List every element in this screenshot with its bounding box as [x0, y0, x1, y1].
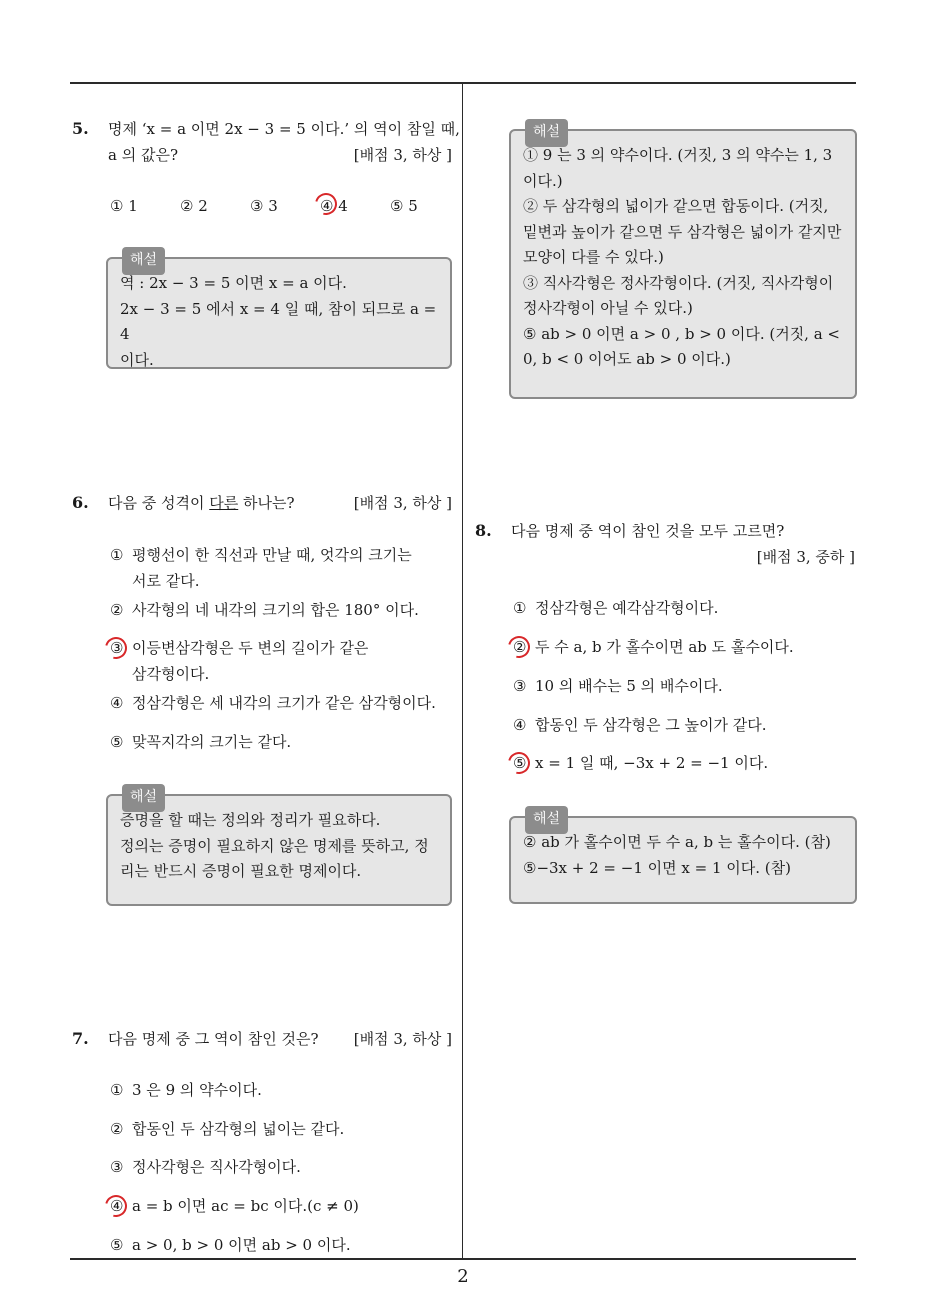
- page-number: 2: [457, 1266, 469, 1287]
- solution-line: 역 : 2x − 3 = 5 이면 x = a 이다.: [120, 274, 347, 292]
- score-meta: [배점 3, 하상 ]: [353, 1030, 452, 1048]
- question-8: [475, 518, 855, 570]
- choice-text: 평행선이 한 직선과 만날 때, 엇각의 크기는: [132, 546, 412, 564]
- choice-number: ①: [110, 546, 124, 564]
- question-text: [108, 490, 295, 516]
- text-part: 하나는?: [238, 494, 295, 512]
- question-number: 6.: [72, 493, 89, 512]
- text-part: 다음 중 성격이: [108, 494, 210, 512]
- solution-line: 모양이 다를 수 있다.): [523, 248, 664, 266]
- choice-text: 합동인 두 삼각형의 넓이는 같다.: [132, 1120, 345, 1138]
- solution-tag: 해설: [122, 247, 165, 275]
- choice-5[interactable]: ⑤ 5: [390, 197, 418, 215]
- question-6: [72, 490, 452, 516]
- choice-number: ③: [110, 1158, 124, 1176]
- choice-number: ③: [110, 639, 124, 657]
- choice-4[interactable]: [110, 690, 436, 716]
- solution-tag: 해설: [525, 119, 568, 147]
- bottom-rule: [70, 1258, 856, 1260]
- solution-tag: 해설: [122, 784, 165, 812]
- choice-3[interactable]: [110, 635, 368, 687]
- q7-solution-box: [509, 124, 857, 399]
- top-rule: [70, 82, 856, 84]
- solution-line: ⑤−3x + 2 = −1 이면 x = 1 이다. (참): [523, 858, 791, 877]
- choice-text: 10 의 배수는 5 의 배수이다.: [535, 677, 723, 695]
- q6-solution-box: [106, 789, 452, 906]
- choice-number: ④: [110, 694, 124, 712]
- choice-number: ②: [513, 638, 527, 656]
- choice-1[interactable]: [110, 542, 412, 594]
- score-meta: [배점 3, 하상 ]: [353, 494, 452, 512]
- choice-text: 사각형의 네 내각의 크기의 합은 180° 이다.: [132, 601, 419, 619]
- choice-text: a > 0, b > 0 이면 ab > 0 이다.: [132, 1236, 351, 1254]
- choice-4[interactable]: [513, 712, 766, 738]
- choice-2[interactable]: ② 2: [180, 197, 208, 215]
- solution-line: 정사각형이 아닐 수 있다.): [523, 299, 693, 317]
- choice-3[interactable]: [513, 673, 723, 699]
- choice-text: 두 수 a, b 가 홀수이면 ab 도 홀수이다.: [535, 638, 794, 656]
- question-text: 다음 명제 중 역이 참인 것을 모두 고르면?: [511, 522, 785, 540]
- solution-line: 정의는 증명이 필요하지 않은 명제를 뜻하고, 정: [120, 836, 429, 855]
- choice-text: 정삼각형은 예각삼각형이다.: [535, 599, 719, 617]
- solution-line: 0, b < 0 이어도 ab > 0 이다.): [523, 350, 731, 368]
- question-text: 다음 명제 중 그 역이 참인 것은?: [108, 1030, 319, 1048]
- choice-text-cont: 삼각형이다.: [132, 665, 210, 683]
- question-number: 5.: [72, 119, 89, 138]
- choice-text: 정사각형은 직사각형이다.: [132, 1158, 301, 1176]
- choice-text: 이등변삼각형은 두 변의 길이가 같은: [132, 639, 369, 657]
- choice-text: 맞꼭지각의 크기는 같다.: [132, 733, 292, 751]
- solution-line: 밑변과 높이가 같으면 두 삼각형은 넓이가 같지만: [523, 222, 842, 241]
- choice-number: ①: [110, 1081, 124, 1099]
- choice-number: ③: [513, 677, 527, 695]
- choice-5[interactable]: [110, 729, 291, 755]
- choice-1[interactable]: ① 1: [110, 197, 138, 215]
- solution-line: ③ 직사각형은 정사각형이다. (거짓, 직사각형이: [523, 273, 834, 292]
- choice-4[interactable]: ④ 4: [320, 197, 348, 215]
- underlined-word: 다른: [209, 494, 239, 512]
- solution-line: 이다.): [523, 171, 563, 190]
- choice-5[interactable]: [110, 1232, 351, 1258]
- choice-number: ①: [513, 599, 527, 617]
- question-text-line-2: a 의 값은?: [108, 146, 178, 164]
- choice-2[interactable]: [110, 597, 419, 623]
- solution-line: 2x − 3 = 5 에서 x = 4 일 때, 참이 되므로 a = 4: [120, 299, 437, 343]
- solution-line: ① 9 는 3 의 약수이다. (거짓, 3 의 약수는 1, 3: [523, 146, 833, 164]
- choice-number: ⑤: [110, 733, 124, 751]
- q5-solution-box: [106, 252, 452, 369]
- choice-text: x = 1 일 때, −3x + 2 = −1 이다.: [535, 754, 769, 772]
- choice-4[interactable]: [110, 1193, 359, 1219]
- solution-line: 증명을 할 때는 정의와 정리가 필요하다.: [120, 811, 381, 829]
- solution-line: ② ab 가 홀수이면 두 수 a, b 는 홀수이다. (참): [523, 833, 831, 851]
- choice-text: 3 은 9 의 약수이다.: [132, 1081, 262, 1099]
- question-7: [72, 1026, 452, 1052]
- choice-2[interactable]: [513, 634, 794, 660]
- question-5: [72, 116, 460, 172]
- q8-solution-box: [509, 811, 857, 904]
- choice-number: ②: [110, 601, 124, 619]
- q5-choices: [110, 193, 450, 219]
- choice-number: ②: [110, 1120, 124, 1138]
- choice-text: 정삼각형은 세 내각의 크기가 같은 삼각형이다.: [132, 694, 436, 712]
- choice-5[interactable]: [513, 750, 768, 776]
- solution-line: 리는 반드시 증명이 필요한 명제이다.: [120, 862, 362, 880]
- choice-text: 합동인 두 삼각형은 그 높이가 같다.: [535, 716, 767, 734]
- choice-1[interactable]: [110, 1077, 262, 1103]
- choice-2[interactable]: [110, 1116, 344, 1142]
- choice-text-cont: 서로 같다.: [132, 572, 200, 590]
- solution-line: ⑤ ab > 0 이면 a > 0 , b > 0 이다. (거짓, a <: [523, 324, 841, 343]
- choice-number: ⑤: [513, 754, 527, 772]
- choice-number: ④: [513, 716, 527, 734]
- solution-line: ② 두 삼각형의 넓이가 같으면 합동이다. (거짓,: [523, 197, 829, 215]
- choice-number: ⑤: [110, 1236, 124, 1254]
- question-text-line-1: 명제 ‘x = a 이면 2x − 3 = 5 이다.’ 의 역이 참일 때,: [108, 120, 460, 138]
- score-meta: [배점 3, 중하 ]: [756, 548, 855, 566]
- choice-text: a = b 이면 ac = bc 이다.(c ≠ 0): [132, 1197, 359, 1215]
- question-number: 7.: [72, 1029, 89, 1048]
- choice-3[interactable]: [110, 1154, 301, 1180]
- question-number: 8.: [475, 521, 492, 540]
- solution-tag: 해설: [525, 806, 568, 834]
- choice-3[interactable]: ③ 3: [250, 197, 278, 215]
- column-divider: [462, 84, 463, 1260]
- choice-1[interactable]: [513, 595, 718, 621]
- choice-number: ④: [110, 1197, 124, 1215]
- score-meta: [배점 3, 하상 ]: [353, 146, 452, 164]
- solution-line: 이다.: [120, 350, 154, 369]
